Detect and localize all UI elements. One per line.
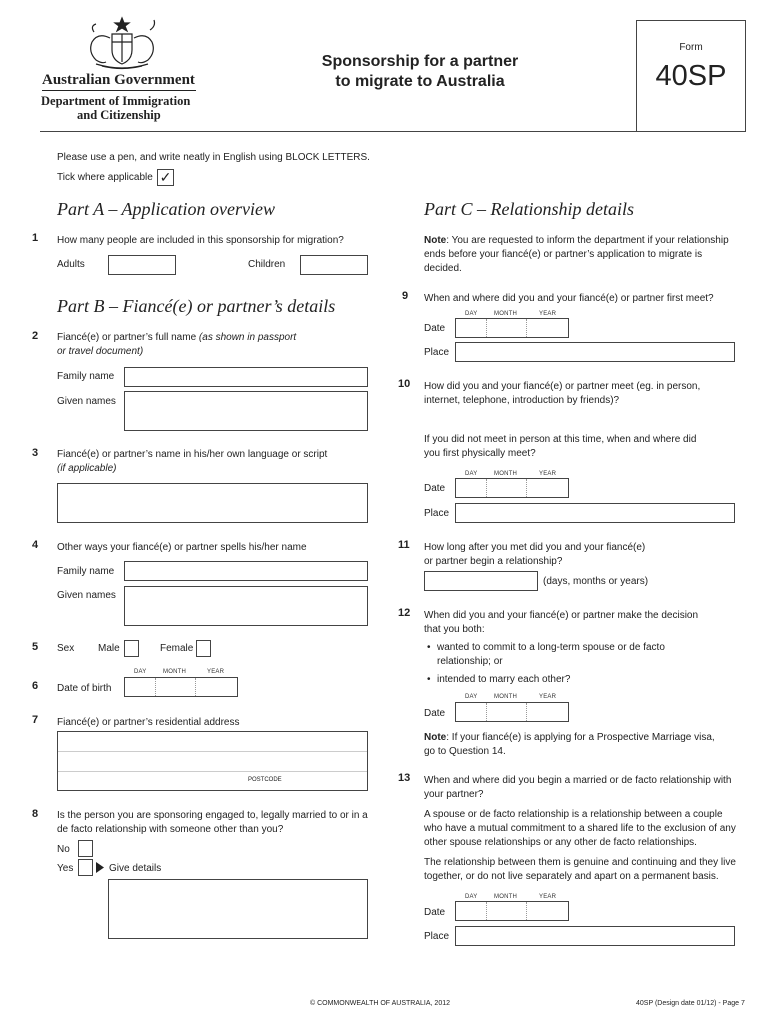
q3-native-name-input[interactable] <box>57 483 368 523</box>
q8-yes-label: Yes <box>57 863 74 874</box>
coat-of-arms-icon <box>82 16 162 72</box>
address-input[interactable] <box>57 731 368 791</box>
adults-label: Adults <box>57 259 85 270</box>
form-number: 40SP <box>655 60 727 92</box>
sample-tick-box: ✓ <box>157 169 174 186</box>
header-rule <box>40 131 746 132</box>
q13-number: 13 <box>398 772 411 784</box>
agency-divider <box>42 90 196 91</box>
q9-date-label: Date <box>424 323 446 334</box>
q1-text: How many people are included in this sponsorship for migration? <box>57 235 344 246</box>
q9-date-input[interactable] <box>455 318 569 338</box>
q2-number: 2 <box>32 330 39 342</box>
sex-label: Sex <box>57 643 75 654</box>
q10-number: 10 <box>398 378 411 390</box>
q11-duration-input[interactable] <box>424 571 538 591</box>
q2-given-names-label: Given names <box>57 396 116 407</box>
part-a-title: Part A – Application overview <box>57 199 275 219</box>
arrow-right-icon <box>96 862 104 873</box>
q7-text: Fiancé(e) or partner’s residential address <box>57 717 240 728</box>
children-input[interactable] <box>300 255 368 275</box>
q12-note: Note: If your fiancé(e) is applying for a Prospective Marriage visa, <box>424 732 715 743</box>
copyright: © COMMONWEALTH OF AUSTRALIA, 2012 <box>310 1000 450 1007</box>
q12-number: 12 <box>398 607 411 619</box>
male-label: Male <box>98 643 120 654</box>
q9-year-label: YEAR <box>539 311 557 317</box>
q10-year-label: YEAR <box>539 471 557 477</box>
q11-suffix: (days, months or years) <box>543 576 649 587</box>
q10-text: How did you and your fiancé(e) or partner meet (eg. in person, <box>424 381 701 392</box>
q12-month-label: MONTH <box>494 694 517 700</box>
q2-given-names-input[interactable] <box>124 391 368 431</box>
q13-place-input[interactable] <box>455 926 735 946</box>
dob-year-label: YEAR <box>207 669 225 675</box>
q13-definition: A spouse or de facto relationship is a relationship between a couple <box>424 809 723 820</box>
q10-text-line2: internet, telephone, introduction by friends)? <box>424 395 620 406</box>
dob-day-label: DAY <box>134 669 147 675</box>
q8-no-label: No <box>57 844 70 855</box>
q5-number: 5 <box>32 641 39 653</box>
department-name-line2: and Citizenship <box>77 108 161 122</box>
q4-family-name-input[interactable] <box>124 561 368 581</box>
q2-text: Fiancé(e) or partner’s full name (as shown in passport <box>57 332 297 343</box>
dob-input[interactable] <box>124 677 238 697</box>
q10-text-line4: you first physically meet? <box>424 448 536 459</box>
q8-give-details-label: Give details <box>109 863 162 874</box>
q8-yes-checkbox[interactable] <box>78 859 93 876</box>
q4-family-name-label: Family name <box>57 566 115 577</box>
q13-date-label: Date <box>424 907 446 918</box>
q13-definition-line2: who have a mutual commitment to a shared life to the exclusion of any <box>424 823 736 834</box>
q3-text-italic: (if applicable) <box>57 463 117 474</box>
dob-month-label: MONTH <box>163 669 186 675</box>
q12-bullet-1: • wanted to commit to a long-term spouse or de facto <box>437 641 665 655</box>
q10-month-label: MONTH <box>494 471 517 477</box>
q8-number: 8 <box>32 808 39 820</box>
part-c-note-line2: ends before your fiancé(e) or partner’s application to migrate is <box>424 249 703 260</box>
adults-input[interactable] <box>108 255 176 275</box>
q12-note-line2: go to Question 14. <box>424 746 506 757</box>
q13-year-label: YEAR <box>539 894 557 900</box>
children-label: Children <box>248 259 286 270</box>
q10-date-input[interactable] <box>455 478 569 498</box>
q3-number: 3 <box>32 447 39 459</box>
q9-day-label: DAY <box>465 311 478 317</box>
q12-bullet-2: • intended to marry each other? <box>437 673 570 687</box>
dob-label: Date of birth <box>57 683 112 694</box>
instruction-text: Please use a pen, and write neatly in English using BLOCK LETTERS. <box>57 152 370 163</box>
q2-family-name-label: Family name <box>57 371 115 382</box>
q11-text-line2: or partner begin a relationship? <box>424 556 563 567</box>
q9-number: 9 <box>402 290 409 302</box>
q6-number: 6 <box>32 680 39 692</box>
q8-no-checkbox[interactable] <box>78 840 93 857</box>
q13-day-label: DAY <box>465 894 478 900</box>
q12-bullet-1-line2: relationship; or <box>437 656 503 667</box>
q13-date-input[interactable] <box>455 901 569 921</box>
q4-given-names-label: Given names <box>57 590 116 601</box>
q2-text-line2: or travel document) <box>57 346 144 357</box>
postcode-label: POSTCODE <box>248 777 282 783</box>
q9-text: When and where did you and your fiancé(e) or partner first meet? <box>424 293 714 304</box>
agency-name: Australian Government <box>42 72 195 88</box>
male-checkbox[interactable] <box>124 640 139 657</box>
q9-place-input[interactable] <box>455 342 735 362</box>
part-c-note-line3: decided. <box>424 263 462 274</box>
q10-place-input[interactable] <box>455 503 735 523</box>
form-label: Form <box>679 42 703 53</box>
q11-number: 11 <box>398 539 410 551</box>
form-title-line2: to migrate to Australia <box>335 73 505 90</box>
female-checkbox[interactable] <box>196 640 211 657</box>
q8-details-input[interactable] <box>108 879 368 939</box>
female-label: Female <box>160 643 194 654</box>
q8-text: Is the person you are sponsoring engaged to, legally married to or in a <box>57 810 368 821</box>
q12-text-line2: that you both: <box>424 624 485 635</box>
form-title: Sponsorship for a partner <box>321 53 519 70</box>
department-name: Department of Immigration <box>41 94 191 108</box>
q13-genuine-text: The relationship between them is genuine and continuing and they live <box>424 857 736 868</box>
q2-family-name-input[interactable] <box>124 367 368 387</box>
q10-date-label: Date <box>424 483 446 494</box>
q13-definition-line3: other spouse relationships or any other de facto relationships. <box>424 837 697 848</box>
q12-text: When did you and your fiancé(e) or partner make the decision <box>424 610 699 621</box>
q11-text: How long after you met did you and your fiancé(e) <box>424 542 646 553</box>
tick-instruction: Tick where applicable <box>57 172 153 183</box>
q9-place-label: Place <box>424 347 450 358</box>
q3-text: Fiancé(e) or partner’s name in his/her own language or script <box>57 449 328 460</box>
q4-given-names-input[interactable] <box>124 586 368 626</box>
part-b-title: Part B – Fiancé(e) or partner’s details <box>57 296 336 316</box>
q9-month-label: MONTH <box>494 311 517 317</box>
q10-text-line3: If you did not meet in person at this time, when and where did <box>424 434 697 445</box>
q13-place-label: Place <box>424 931 450 942</box>
q8-text-line2: de facto relationship with someone other than you? <box>57 824 284 835</box>
q12-date-label: Date <box>424 708 446 719</box>
q4-text: Other ways your fiancé(e) or partner spells his/her name <box>57 542 307 553</box>
page-info: 40SP (Design date 01/12) - Page 7 <box>636 1000 745 1007</box>
q7-number: 7 <box>32 714 39 726</box>
part-c-note: Note: You are requested to inform the department if your relationship <box>424 235 729 246</box>
q4-number: 4 <box>32 539 39 551</box>
part-c-title: Part C – Relationship details <box>424 199 634 219</box>
q10-day-label: DAY <box>465 471 478 477</box>
q13-genuine-text-line2: together, or do not live separately and apart on a permanent basis. <box>424 871 719 882</box>
q13-text: When and where did you begin a married or de facto relationship with <box>424 775 732 786</box>
q12-year-label: YEAR <box>539 694 557 700</box>
q1-number: 1 <box>32 232 39 244</box>
form-number-box <box>636 20 746 132</box>
q10-place-label: Place <box>424 508 450 519</box>
q13-text-line2: your partner? <box>424 789 484 800</box>
q13-month-label: MONTH <box>494 894 517 900</box>
q12-date-input[interactable] <box>455 702 569 722</box>
q12-day-label: DAY <box>465 694 478 700</box>
